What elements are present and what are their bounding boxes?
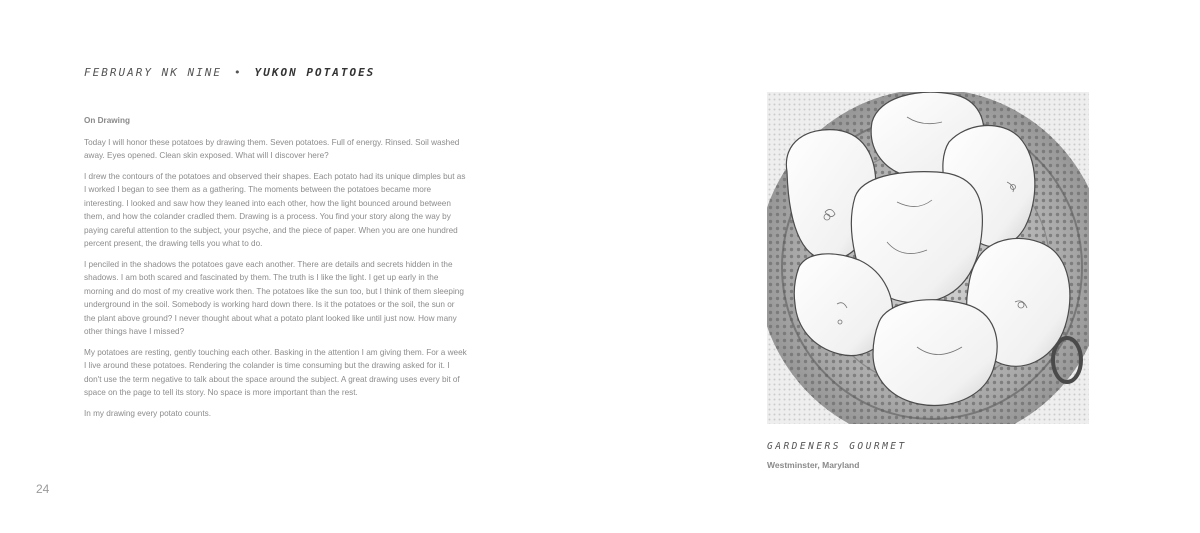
potato-drawing: [767, 92, 1089, 424]
essay-paragraph: In my drawing every potato counts.: [84, 408, 211, 418]
header-subject: YUKON POTATOES: [254, 66, 376, 79]
header-separator: •: [233, 66, 243, 79]
essay-paragraph: My potatoes are resting, gently touching each other. Basking in the attention I am giving them. For a week I live around these potatoes. Rendering the colander is time consuming but the drawing asked for it. I don't use the term negative to talk about the space around the subject. A great drawing uses every bit of space on the page to tell its story. No space is more important than the rest.: [84, 347, 467, 397]
essay-paragraph: I drew the contours of the potatoes and observed their shapes. Each potato had its unique dimples but as I worked I began to see them as a gathering. The moments between the potatoes became more interesting. I looked and saw how they leaned into each other, how the light bounced around between them, and how the colander cradled them. Drawing is a process. You find your story along the way by paying careful attention to the subject, your psyche, and the piece of paper. When you are one hundred percent present, the drawing tells you what to do.: [84, 171, 466, 248]
essay-paragraph: I penciled in the shadows the potatoes gave each another. There are details and secrets hidden in the shadows. I am both scared and fascinated by them. The truth is I like the light. I get up early in the morning and do most of my creative work then. The potatoes like the sun too, but I think of them sleeping underground in the soil. Somebody is working hard down there. Is it the potatoes or the soil, the sun or the plant above ground? I never thought about what a potato plant looked like until just now. How many other things have I missed?: [84, 259, 464, 336]
caption-place: Westminster, Maryland: [767, 460, 860, 470]
potato-drawing-svg: [767, 92, 1089, 424]
essay-title: On Drawing: [84, 116, 130, 125]
essay-paragraph: Today I will honor these potatoes by drawing them. Seven potatoes. Full of energy. Rinsed. Soil washed away. Eyes opened. Clean skin exposed. What will I discover here?: [84, 137, 460, 160]
essay: [84, 114, 468, 427]
page-header: [84, 66, 375, 79]
caption-title: GARDENERS GOURMET: [767, 441, 907, 452]
header-date: FEBRUARY NK NINE: [84, 66, 222, 79]
page-number: 24: [36, 482, 50, 496]
